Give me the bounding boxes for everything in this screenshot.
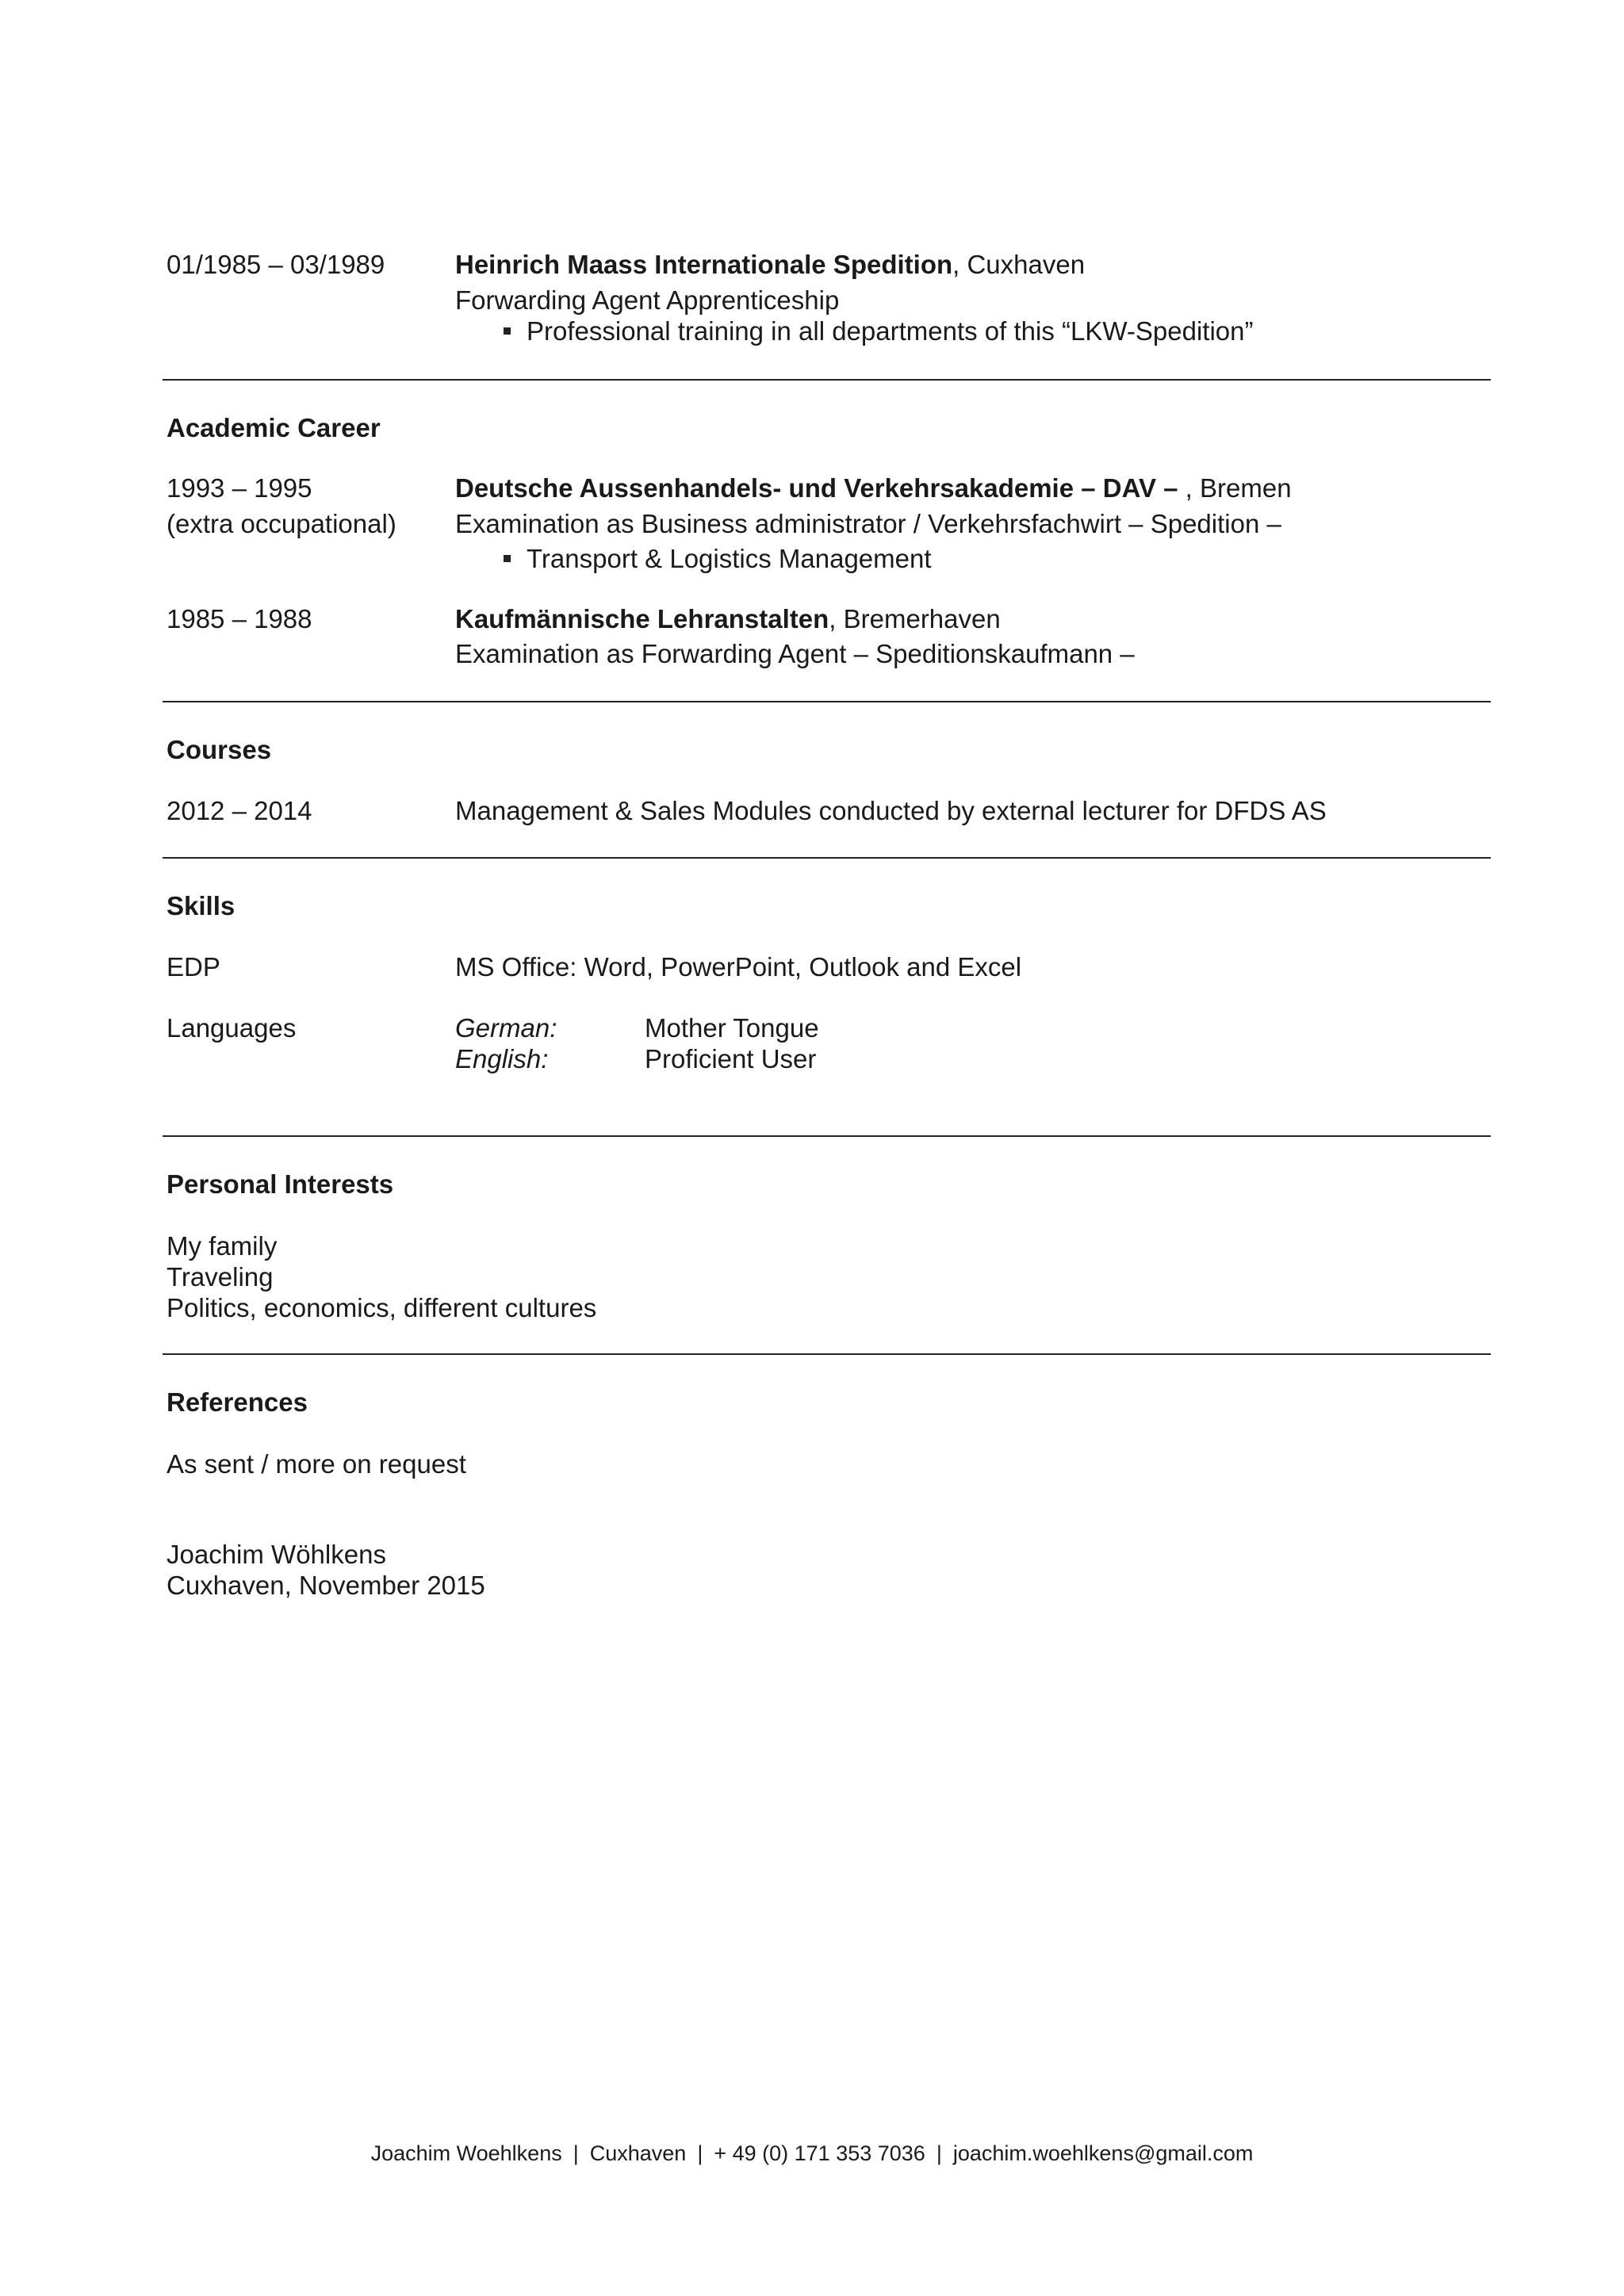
interest-item: Traveling [167, 1262, 274, 1292]
footer-name: Joachim Woehlkens [370, 2141, 562, 2165]
academic-period: 1993 – 1995 [167, 473, 312, 503]
experience-location: , Cuxhaven [952, 250, 1086, 279]
academic-heading: Academic Career [167, 413, 381, 442]
section-divider [163, 1353, 1491, 1355]
section-divider [163, 379, 1491, 381]
academic-institution: Deutsche Aussenhandels- und Verkehrsakademie – DAV – [455, 473, 1178, 503]
academic-note: (extra occupational) [167, 509, 396, 538]
footer-phone: + 49 (0) 171 353 7036 [714, 2141, 925, 2165]
signature-place-date: Cuxhaven, November 2015 [167, 1571, 485, 1600]
footer-email[interactable]: joachim.woehlkens@gmail.com [952, 2141, 1254, 2165]
academic-bullet [504, 543, 932, 574]
language-level: Proficient User [645, 1044, 817, 1073]
bullet-icon [504, 327, 511, 335]
interest-item: My family [167, 1231, 278, 1261]
footer-separator: | [697, 2141, 703, 2165]
academic-title-line [455, 473, 1292, 503]
academic-location: , Bremerhaven [829, 604, 1001, 633]
skills-languages-label: Languages [167, 1013, 297, 1043]
experience-bullet [504, 316, 1254, 346]
bullet-icon [504, 555, 511, 562]
footer-separator: | [573, 2141, 579, 2165]
footer-city: Cuxhaven [589, 2141, 687, 2165]
signature-name: Joachim Wöhlkens [167, 1540, 386, 1569]
footer-separator: | [936, 2141, 942, 2165]
academic-location: , Bremen [1178, 473, 1292, 503]
references-heading: References [167, 1387, 308, 1417]
experience-company: Heinrich Maass Internationale Spedition [455, 250, 953, 279]
experience-title-line [455, 249, 1085, 280]
interests-heading: Personal Interests [167, 1169, 394, 1199]
academic-institution: Kaufmännische Lehranstalten [455, 604, 829, 633]
academic-bullet-text: Transport & Logistics Management [527, 544, 932, 573]
language-name: English: [455, 1044, 549, 1073]
courses-heading: Courses [167, 735, 272, 764]
academic-period: 1985 – 1988 [167, 604, 312, 633]
references-text: As sent / more on request [167, 1449, 466, 1479]
academic-detail: Examination as Forwarding Agent – Speditionskaufmann – [455, 639, 1135, 668]
skills-edp-label: EDP [167, 952, 220, 982]
language-name: German: [455, 1013, 557, 1043]
experience-role: Forwarding Agent Apprenticeship [455, 285, 840, 315]
section-divider [163, 1135, 1491, 1137]
interest-item: Politics, economics, different cultures [167, 1293, 597, 1322]
courses-text: Management & Sales Modules conducted by external lecturer for DFDS AS [455, 796, 1327, 825]
language-level: Mother Tongue [645, 1013, 819, 1043]
skills-edp-value: MS Office: Word, PowerPoint, Outlook and Excel [455, 952, 1022, 982]
section-divider [163, 857, 1491, 859]
skills-heading: Skills [167, 891, 236, 920]
section-divider [163, 701, 1491, 702]
experience-period: 01/1985 – 03/1989 [167, 250, 385, 279]
experience-bullet-text: Professional training in all departments of this “LKW-Spedition” [527, 316, 1254, 346]
footer [0, 2138, 1624, 2169]
courses-period: 2012 – 2014 [167, 796, 312, 825]
academic-detail: Examination as Business administrator / Verkehrsfachwirt – Spedition – [455, 509, 1281, 538]
academic-title-line [455, 603, 1001, 634]
